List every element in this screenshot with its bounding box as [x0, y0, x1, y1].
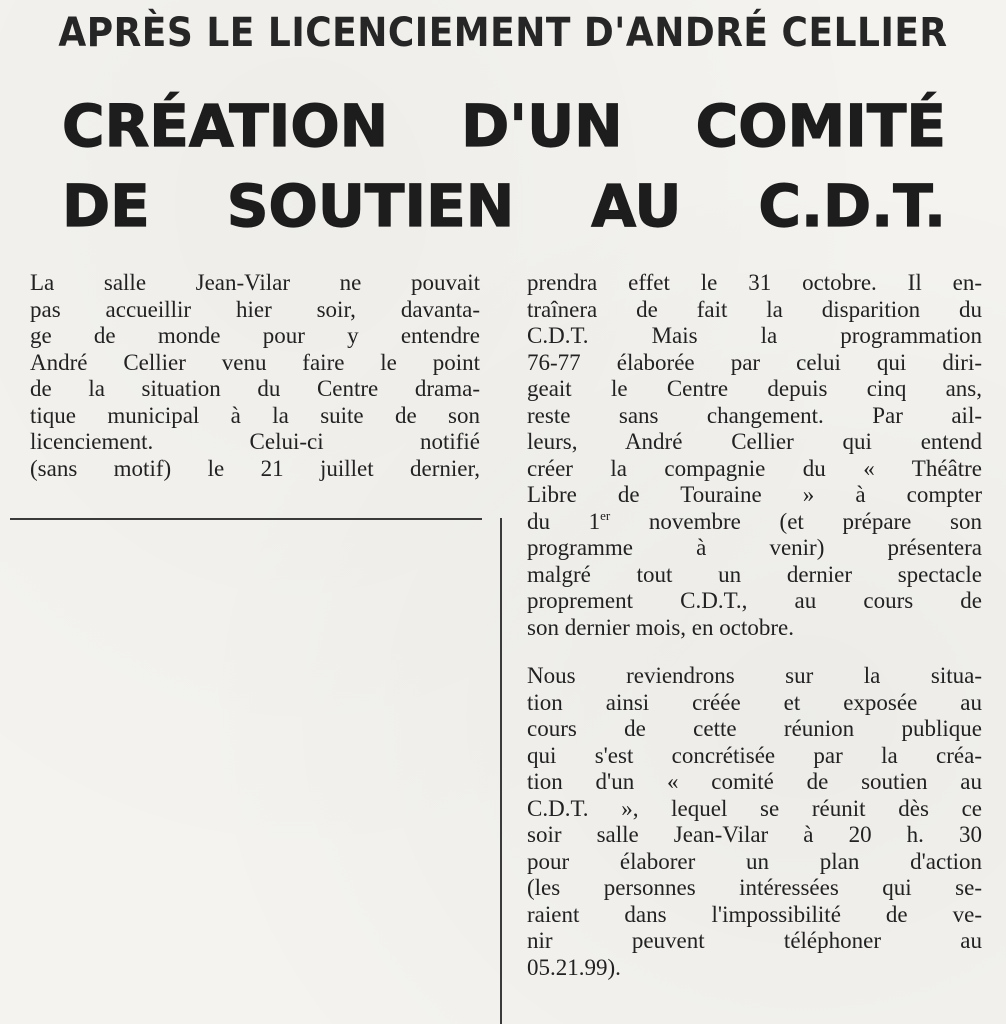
body-line: ge de monde pour y entendre — [30, 323, 480, 348]
date-prefix: du 1 — [527, 508, 601, 534]
body-line: de la situation du Centre drama- — [30, 376, 480, 401]
body-line: Nous reviendrons sur la situa- — [527, 663, 982, 688]
body-line: pas accueillir hier soir, davanta- — [30, 296, 480, 322]
body-line: son dernier mois, en octobre. — [527, 614, 794, 640]
body-line: C.D.T. », lequel se réunit dès ce — [527, 795, 982, 821]
column-divider-horizontal — [10, 518, 482, 520]
date-suffix: novembre (et prépare son — [610, 508, 982, 534]
body-line: malgré tout un dernier spectacle — [527, 561, 982, 587]
body-line: nir peuvent téléphoner au — [527, 928, 982, 953]
paragraph-gap — [527, 641, 982, 663]
body-line: La salle Jean-Vilar ne pouvait — [30, 270, 480, 295]
body-line: proprement C.D.T., au cours de — [527, 588, 982, 613]
body-line: prendra effet le 31 octobre. Il en- — [527, 270, 982, 295]
body-line: raient dans l'impossibilité de ve- — [527, 901, 982, 927]
body-line: créer la compagnie du « Théâtre — [527, 455, 982, 481]
body-line: André Cellier venu faire le point — [30, 349, 480, 375]
body-line: cours de cette réunion publique — [527, 716, 982, 741]
body-line: Libre de Touraine » à compter — [527, 482, 982, 507]
body-line: leurs, André Cellier qui entend — [527, 429, 982, 454]
headline-line-2: DE SOUTIEN AU C.D.T. — [62, 172, 946, 240]
body-line: tion ainsi créée et exposée au — [527, 689, 982, 715]
body-line: (sans motif) le 21 juillet dernier, — [30, 455, 480, 481]
column-divider-vertical — [500, 518, 502, 1024]
body-line: traînera de fait la disparition du — [527, 296, 982, 322]
ordinal-superscript: er — [600, 507, 611, 523]
body-line: (les personnes intéressées qui se- — [527, 875, 982, 900]
body-line: tion d'un « comité de soutien au — [527, 769, 982, 794]
article-kicker: APRÈS LE LICENCIEMENT D'ANDRÉ CELLIER — [58, 10, 948, 56]
body-line: C.D.T. Mais la programmation — [527, 323, 982, 348]
left-column — [30, 270, 480, 482]
body-line: reste sans changement. Par ail- — [527, 402, 982, 428]
body-line: tique municipal à la suite de son — [30, 402, 480, 428]
body-line: 05.21.99). — [527, 954, 621, 980]
body-line: geait le Centre depuis cinq ans, — [527, 376, 982, 401]
body-line: 76-77 élaborée par celui qui diri- — [527, 349, 982, 375]
body-line: licenciement. Celui-ci notifié — [30, 429, 480, 454]
body-line: qui s'est concrétisée par la créa- — [527, 742, 982, 768]
body-line: soir salle Jean-Vilar à 20 h. 30 — [527, 822, 982, 847]
right-column — [527, 270, 982, 981]
body-line-with-superscript — [527, 509, 982, 536]
headline-line-1: CRÉATION D'UN COMITÉ — [62, 92, 946, 160]
body-line: programme à venir) présentera — [527, 535, 982, 560]
body-line: pour élaborer un plan d'action — [527, 848, 982, 874]
